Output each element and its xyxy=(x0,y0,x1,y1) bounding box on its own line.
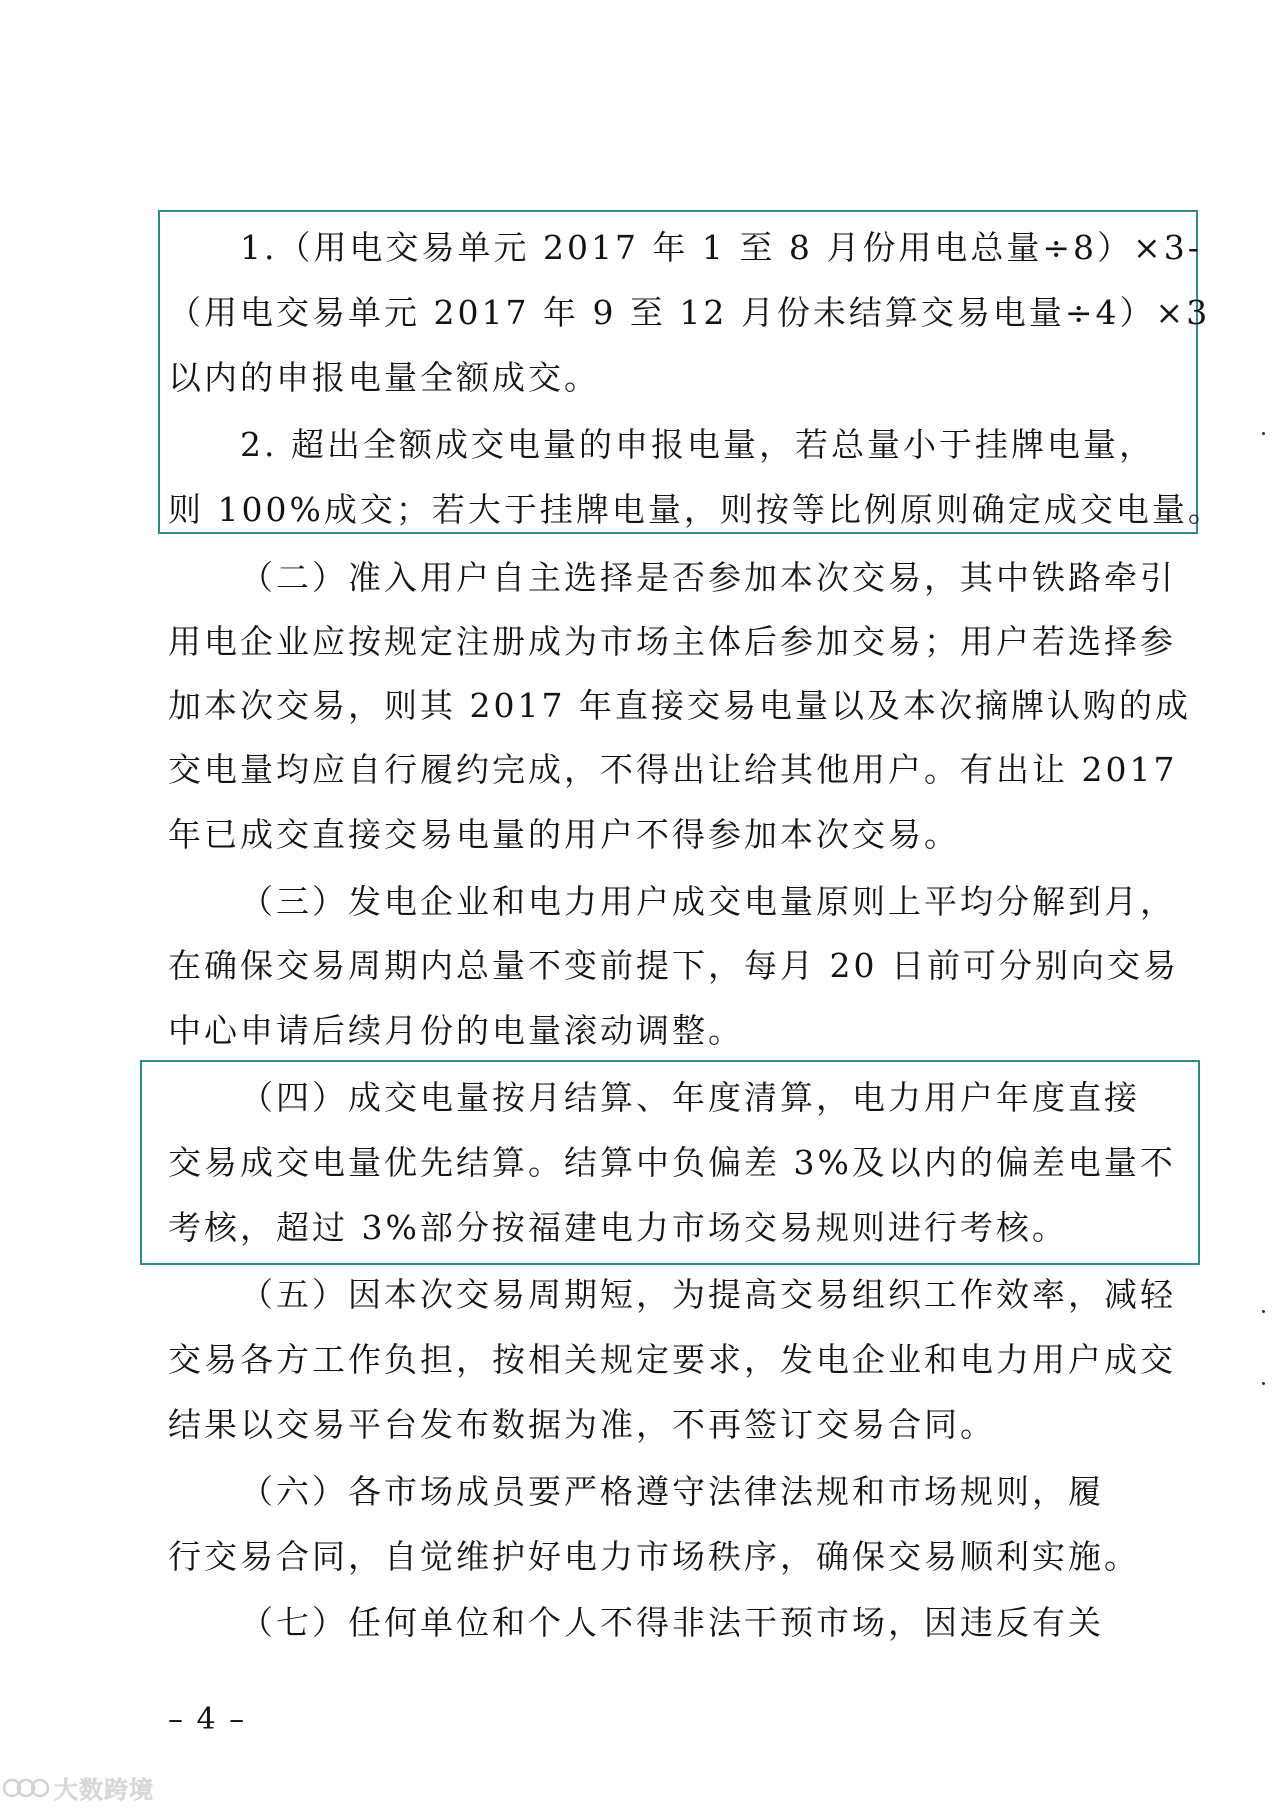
text-line: 在确保交易周期内总量不变前提下，每月 20 日前可分别向交易 xyxy=(168,946,1179,985)
text-line: 交电量均应自行履约完成，不得出让给其他用户。有出让 2017 xyxy=(168,750,1178,789)
text-line: （用电交易单元 2017 年 9 至 12 月份未结算交易电量÷4）×3 xyxy=(168,293,1211,332)
scan-mark xyxy=(1262,1382,1265,1385)
text-line: 用电企业应按规定注册成为市场主体后参加交易；用户若选择参 xyxy=(168,622,1176,661)
text-line: 年已成交直接交易电量的用户不得参加本次交易。 xyxy=(168,815,960,854)
text-line: 结果以交易平台发布数据为准，不再签订交易合同。 xyxy=(168,1405,996,1444)
text-line: （六）各市场成员要严格遵守法律法规和市场规则，履 xyxy=(240,1472,1104,1511)
text-line: 考核，超过 3%部分按福建电力市场交易规则进行考核。 xyxy=(168,1208,1068,1247)
text-line: （二）准入用户自主选择是否参加本次交易，其中铁路牵引 xyxy=(240,558,1176,597)
scan-mark xyxy=(1262,432,1265,435)
text-line: （七）任何单位和个人不得非法干预市场，因违反有关 xyxy=(240,1603,1104,1642)
text-line: （三）发电企业和电力用户成交电量原则上平均分解到月， xyxy=(240,882,1176,921)
watermark-logo-icon xyxy=(2,1775,50,1801)
watermark xyxy=(2,1770,154,1805)
text-line: 2. 超出全额成交电量的申报电量，若总量小于挂牌电量， xyxy=(240,425,1155,464)
page-number: – 4 – xyxy=(168,1702,247,1737)
text-line: 交易各方工作负担，按相关规定要求，发电企业和电力用户成交 xyxy=(168,1340,1176,1379)
text-line: 1.（用电交易单元 2017 年 1 至 8 月份用电总量÷8）×3- xyxy=(240,228,1202,267)
text-line: 以内的申报电量全额成交。 xyxy=(168,358,600,397)
watermark-text: 大数跨境 xyxy=(54,1776,154,1804)
text-line: （五）因本次交易周期短，为提高交易组织工作效率，减轻 xyxy=(240,1275,1176,1314)
text-line: 加本次交易，则其 2017 年直接交易电量以及本次摘牌认购的成 xyxy=(168,686,1191,725)
text-line: （四）成交电量按月结算、年度清算，电力用户年度直接 xyxy=(240,1078,1140,1117)
text-line: 则 100%成交；若大于挂牌电量，则按等比例原则确定成交电量。 xyxy=(168,490,1224,529)
text-line: 行交易合同，自觉维护好电力市场秩序，确保交易顺利实施。 xyxy=(168,1537,1140,1576)
scan-mark xyxy=(1262,1310,1265,1313)
text-line: 中心申请后续月份的电量滚动调整。 xyxy=(168,1011,744,1050)
text-line: 交易成交电量优先结算。结算中负偏差 3%及以内的偏差电量不 xyxy=(168,1143,1176,1182)
